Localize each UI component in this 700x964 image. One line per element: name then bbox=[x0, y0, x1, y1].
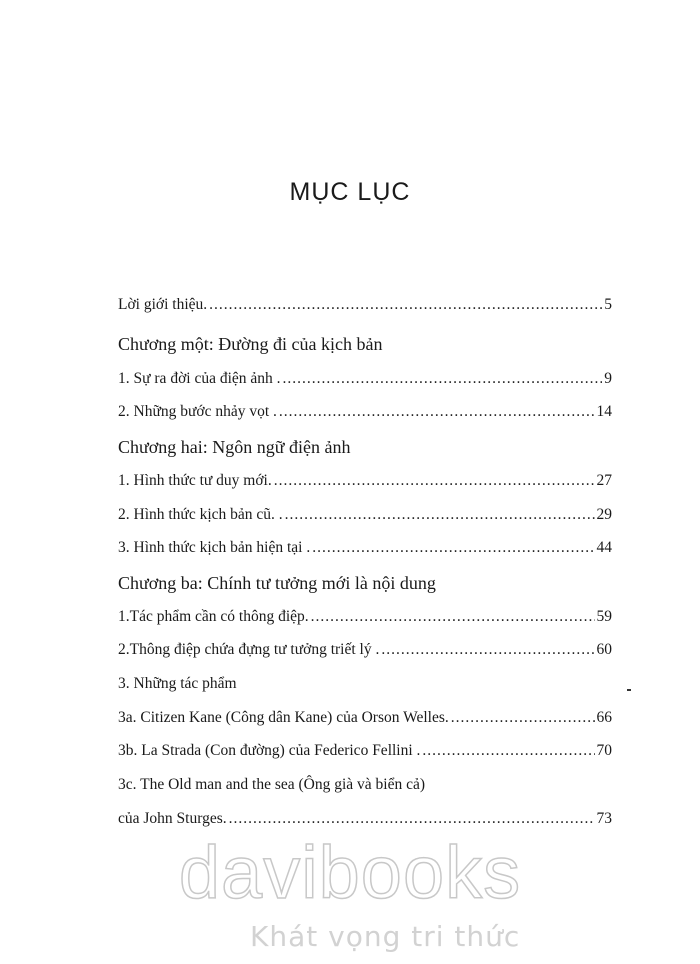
toc-entry bbox=[118, 538, 612, 558]
toc-entry-label: 1. Sự ra đời của điện ảnh . bbox=[118, 370, 281, 387]
dot-leader bbox=[283, 369, 603, 389]
dot-leader bbox=[311, 607, 595, 627]
dot-leader bbox=[312, 538, 594, 558]
dot-leader bbox=[274, 471, 595, 491]
toc-entry bbox=[118, 471, 612, 491]
toc-entry-label: 2.Thông điệp chứa đựng tư tưởng triết lý . bbox=[118, 641, 380, 658]
toc-entry-label: của John Sturges. bbox=[118, 810, 227, 827]
watermark-brand: davibooks bbox=[178, 831, 522, 914]
toc-page-number: 60 bbox=[596, 641, 612, 658]
toc-entry bbox=[118, 741, 612, 761]
works-subheading: 3. Những tác phẩm bbox=[118, 675, 237, 692]
toc-page-number: 44 bbox=[596, 539, 612, 556]
toc-entry-label: 3. Hình thức kịch bản hiện tại . bbox=[118, 539, 311, 556]
toc-page-number: 27 bbox=[596, 472, 612, 489]
toc-entry bbox=[118, 505, 612, 525]
chapter-three-heading: Chương ba: Chính tư tưởng mới là nội dung bbox=[118, 573, 436, 593]
toc-page-number: 73 bbox=[596, 810, 612, 827]
toc-entry bbox=[118, 640, 612, 660]
dot-leader bbox=[279, 402, 595, 422]
toc-page-number: 70 bbox=[596, 742, 612, 759]
chapter-one-heading: Chương một: Đường đi của kịch bản bbox=[118, 334, 383, 354]
dot-leader bbox=[451, 708, 595, 728]
toc-entry bbox=[118, 809, 612, 829]
toc-page-number: 66 bbox=[596, 709, 612, 726]
toc-page-number: 59 bbox=[596, 608, 612, 625]
toc-entry-intro bbox=[118, 295, 612, 315]
toc-entry bbox=[118, 369, 612, 389]
toc-entry bbox=[118, 402, 612, 422]
dot-leader bbox=[209, 295, 602, 315]
toc-entry-label: 1.Tác phẩm cần có thông điệp. bbox=[118, 608, 309, 625]
toc-entry-label: 3b. La Strada (Con đường) của Federico Fellini . bbox=[118, 742, 421, 759]
toc-entry-label: 2. Hình thức kịch bản cũ. . bbox=[118, 506, 283, 523]
toc-page-number: 5 bbox=[604, 296, 612, 313]
watermark bbox=[150, 831, 550, 953]
toc-page-number: 14 bbox=[596, 403, 612, 420]
toc-entry-label: 2. Những bước nhảy vọt . bbox=[118, 403, 277, 420]
toc-page-number: 29 bbox=[596, 506, 612, 523]
toc-entry-label: 1. Hình thức tư duy mới. bbox=[118, 472, 272, 489]
toc-entry-line: 3c. The Old man and the sea (Ông già và biển cả) bbox=[118, 776, 426, 793]
watermark-tagline: Khát vọng tri thức bbox=[250, 920, 521, 953]
toc-entry bbox=[118, 607, 612, 627]
page-title: MỤC LỤC bbox=[289, 178, 411, 206]
dot-leader bbox=[285, 505, 595, 525]
dot-leader bbox=[381, 640, 594, 660]
print-speck bbox=[627, 689, 631, 691]
toc-entry bbox=[118, 708, 612, 728]
chapter-two-heading: Chương hai: Ngôn ngữ điện ảnh bbox=[118, 437, 351, 457]
dot-leader bbox=[422, 741, 594, 761]
toc-page-number: 9 bbox=[604, 370, 612, 387]
toc-entry-label: 3a. Citizen Kane (Công dân Kane) của Orson Welles. bbox=[118, 709, 449, 726]
dot-leader bbox=[229, 809, 595, 829]
toc-entry-label: Lời giới thiệu. bbox=[118, 296, 208, 313]
